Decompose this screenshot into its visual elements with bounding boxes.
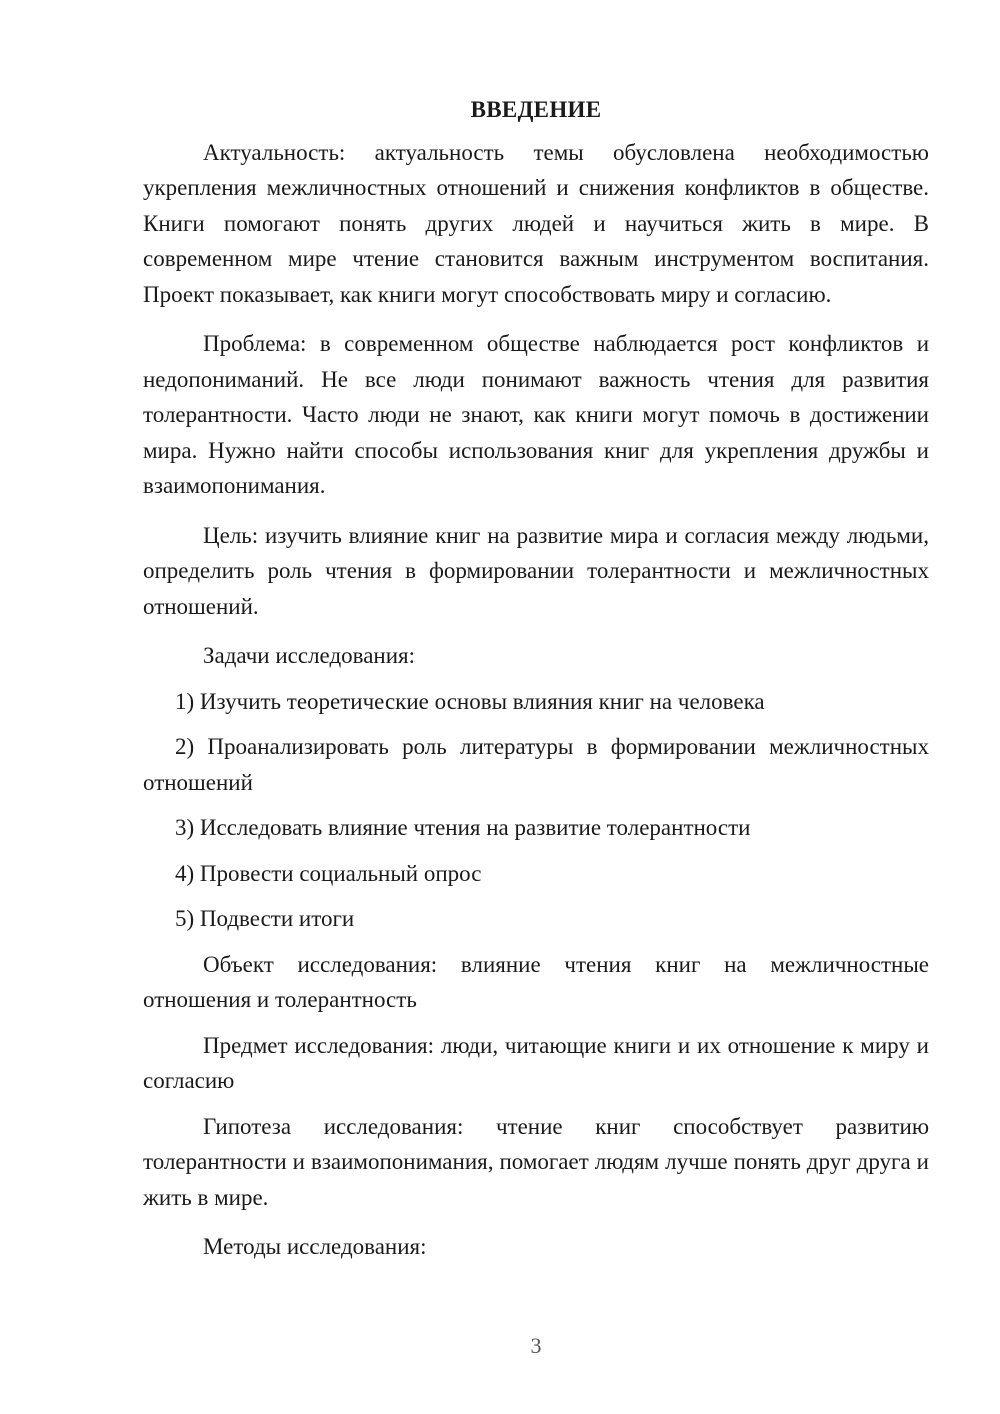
task-item-3: 3) Исследовать влияние чтения на развитие толерантности xyxy=(175,815,751,840)
tasks-heading: Задачи исследования: xyxy=(203,643,416,668)
section-title: ВВЕДЕНИЕ xyxy=(470,97,602,122)
task-item-1: 1) Изучить теоретические основы влияния книг на человека xyxy=(175,688,765,714)
task-item-5: 5) Подвести итоги xyxy=(175,906,355,931)
task-item-4: 4) Провести социальный опрос xyxy=(175,860,482,886)
problem-paragraph: Проблема: в современном обществе наблюдается рост конфликтов и недопониманий. Не все люди понимают важность чтения для развития толерантности. Часто люди не знают, как книги могут помочь в достижении мира. Нужно найти способы использования книг для укрепления дружбы и взаимопонимания. xyxy=(143,331,929,498)
page-number: 3 xyxy=(530,1333,542,1358)
object-paragraph: Объект исследования: влияние чтения книг на межличностные отношения и толерантность xyxy=(143,951,929,1012)
subject-paragraph: Предмет исследования: люди, читающие книги и их отношение к миру и согласию xyxy=(143,1032,929,1093)
relevance-paragraph: Актуальность: актуальность темы обусловлена необходимостью укрепления межличностных отношений и снижения конфликтов в обществе. Книги помогают понять других людей и научиться жить в мире. В современном мире чтение становится важным инструментом воспитания. Проект показывает, как книги могут способствовать миру и согласию. xyxy=(143,139,929,307)
task-item-2: 2) Проанализировать роль литературы в формировании межличностных отношений xyxy=(143,734,929,795)
hypothesis-paragraph: Гипотеза исследования: чтение книг способствует развитию толерантности и взаимопонимания, помогает людям лучше понять друг друга и жить в мире. xyxy=(143,1113,929,1210)
methods-heading: Методы исследования: xyxy=(203,1234,427,1259)
page-content xyxy=(143,92,929,1275)
goal-paragraph: Цель: изучить влияние книг на развитие мира и согласия между людьми, определить роль чтения в формировании толерантности и межличностных отношений. xyxy=(143,522,929,619)
